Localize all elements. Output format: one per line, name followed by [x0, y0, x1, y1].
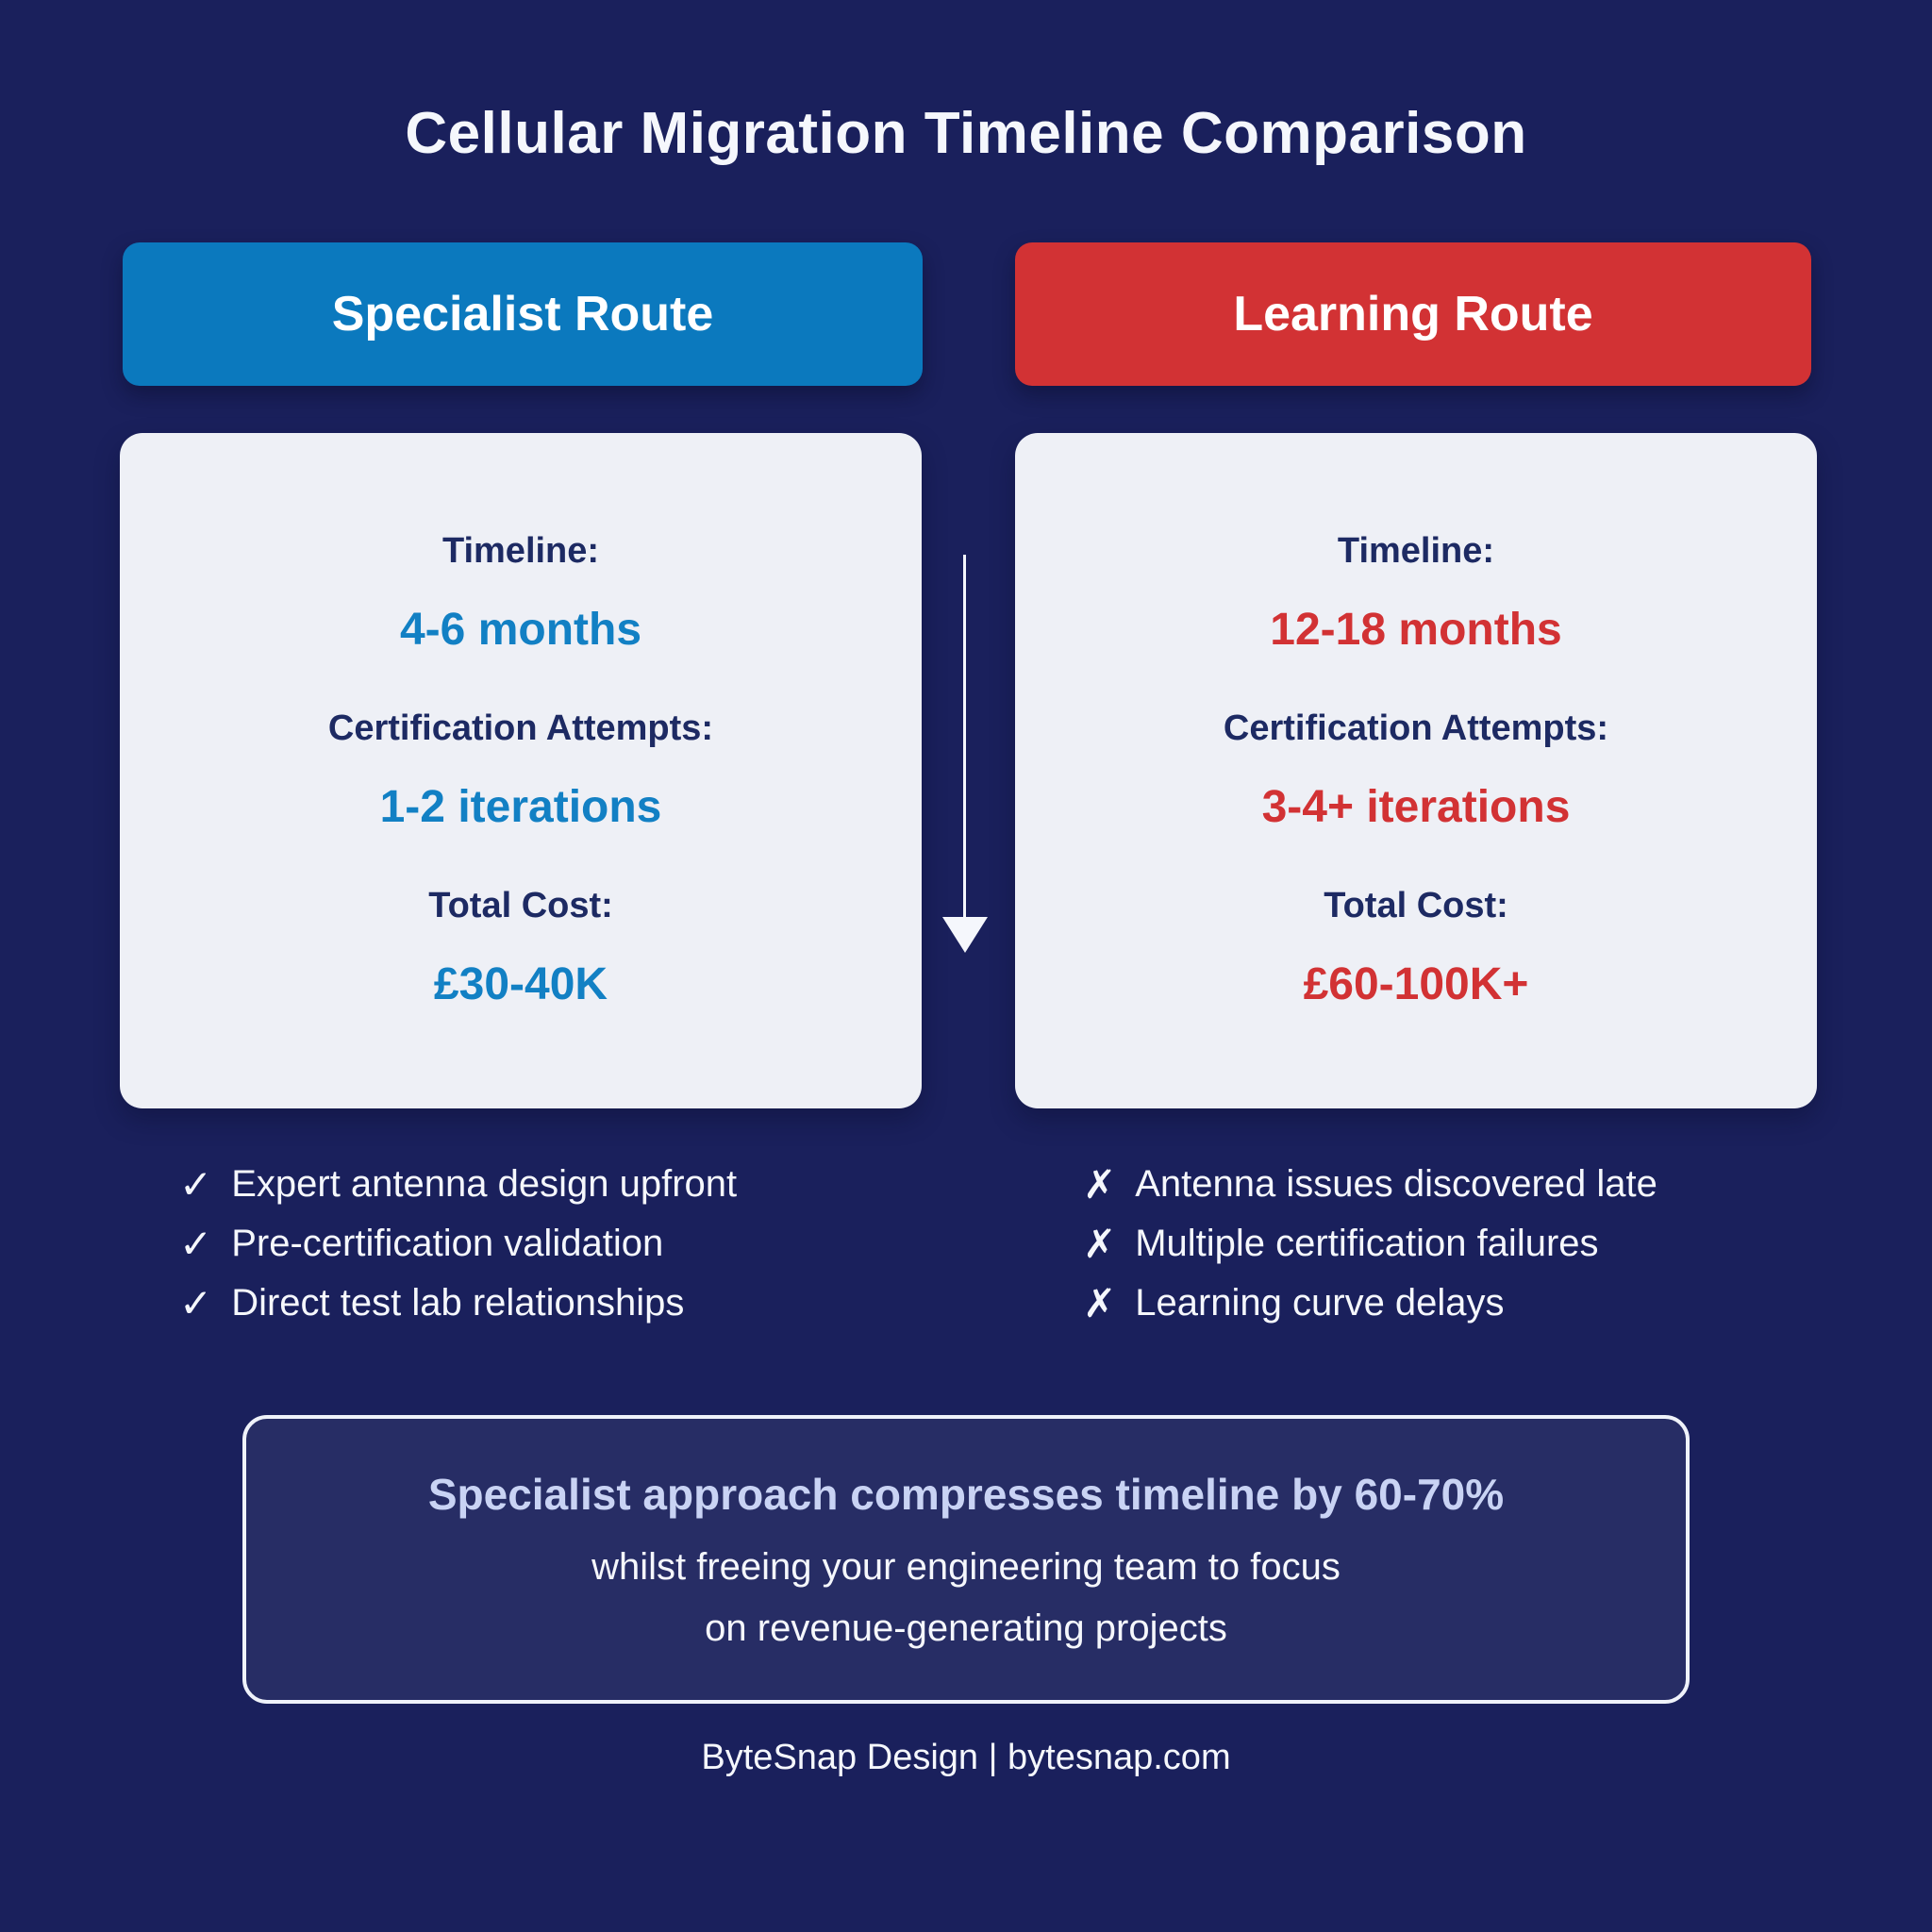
point-text: Learning curve delays — [1135, 1282, 1505, 1324]
footer-brand: ByteSnap Design | bytesnap.com — [701, 1738, 1231, 1777]
list-item — [179, 1155, 737, 1214]
total-cost-label: Total Cost: — [428, 886, 613, 925]
list-item — [1083, 1155, 1657, 1214]
learning-route-header — [1015, 242, 1811, 386]
list-item — [1083, 1214, 1657, 1274]
total-cost-value: £60-100K+ — [1303, 959, 1529, 1009]
learning-total-cost-stat — [1304, 886, 1529, 1010]
learning-stats-card — [1015, 433, 1817, 1108]
certification-attempts-label: Certification Attempts: — [327, 708, 714, 748]
list-item — [179, 1274, 737, 1333]
down-arrow-head — [942, 917, 988, 953]
check-icon: ✓ — [179, 1221, 213, 1266]
check-icon: ✓ — [179, 1161, 213, 1207]
summary-headline: Specialist approach compresses timeline by 60-70% — [427, 1470, 1505, 1519]
learning-points-list — [1083, 1155, 1657, 1333]
point-text: Multiple certification failures — [1135, 1223, 1599, 1264]
cross-icon: ✗ — [1083, 1221, 1117, 1266]
specialist-certification-stat — [328, 708, 713, 833]
learning-timeline-stat — [1270, 531, 1561, 656]
specialist-route-header-label: Specialist Route — [331, 287, 714, 341]
timeline-label: Timeline: — [1337, 531, 1495, 571]
point-text: Direct test lab relationships — [231, 1282, 685, 1324]
total-cost-value: £30-40K — [433, 959, 608, 1009]
timeline-label: Timeline: — [441, 531, 600, 571]
specialist-timeline-stat — [400, 531, 641, 656]
point-text: Expert antenna design upfront — [231, 1163, 738, 1205]
learning-route-header-label: Learning Route — [1233, 287, 1593, 341]
timeline-value: 4-6 months — [399, 605, 642, 655]
check-icon: ✓ — [179, 1280, 213, 1325]
total-cost-label: Total Cost: — [1324, 886, 1508, 925]
down-arrow-shaft — [963, 555, 966, 919]
specialist-stats-card — [120, 433, 922, 1108]
list-item — [1083, 1274, 1657, 1333]
specialist-points-list — [179, 1155, 737, 1333]
cross-icon: ✗ — [1083, 1161, 1117, 1207]
specialist-total-cost-stat — [428, 886, 613, 1010]
page-title: Cellular Migration Timeline Comparison — [405, 101, 1527, 166]
certification-attempts-value: 1-2 iterations — [379, 782, 662, 832]
certification-attempts-value: 3-4+ iterations — [1261, 782, 1571, 832]
list-item — [179, 1214, 737, 1274]
summary-box — [242, 1415, 1690, 1704]
point-text: Antenna issues discovered late — [1135, 1163, 1657, 1205]
timeline-value: 12-18 months — [1270, 605, 1562, 655]
certification-attempts-label: Certification Attempts: — [1223, 708, 1609, 748]
summary-line-1: whilst freeing your engineering team to focus — [591, 1546, 1341, 1588]
summary-line-2: on revenue-generating projects — [705, 1607, 1227, 1649]
learning-certification-stat — [1224, 708, 1608, 833]
specialist-route-header — [123, 242, 923, 386]
cross-icon: ✗ — [1083, 1280, 1117, 1325]
point-text: Pre-certification validation — [231, 1223, 664, 1264]
